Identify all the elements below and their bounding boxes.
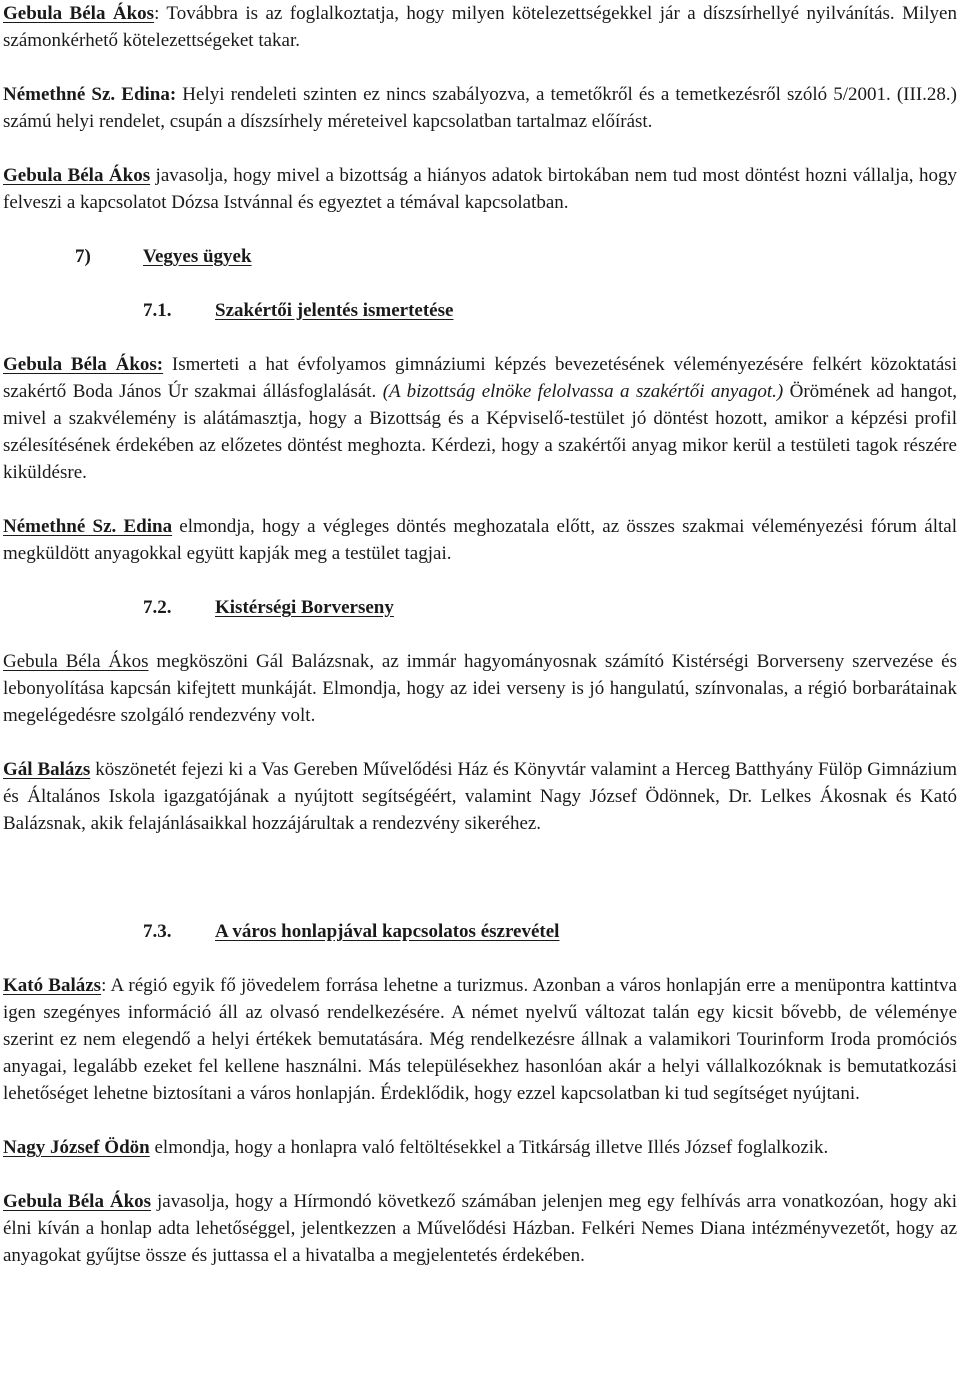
paragraph-text: elmondja, hogy a végleges döntés meghozatala előtt, az összes szakmai véleményezési fórum által megküldött anyagokkal együtt kapják meg a testület tagjai. bbox=[3, 516, 957, 564]
paragraph-text: megköszöni Gál Balázsnak, az immár hagyományosnak számító Kistérségi Borverseny szervezése és lebonyolítása kapcsán kifejtett munkáját. Elmondja, hogy az idei verseny is jó hangulatú, színvonalas, a régió borbarátainak megelégedésre szolgáló rendezvény volt. bbox=[3, 651, 957, 726]
paragraph-text: javasolja, hogy a Hírmondó következő számában jelenjen meg egy felhívás arra vonatkozóan, hogy aki élni kíván a honlap adta lehetőséggel, jelentkezzen a Művelődési Házban. Felkéri Nemes Diana intézményvezetőt, hogy az anyagokat gyűjtse össze és juttassa el a hivatalba a megjelentetés érdekében. bbox=[3, 1191, 957, 1266]
speaker-name: Kató Balázs bbox=[3, 975, 102, 996]
paragraph-text: elmondja, hogy a honlapra való feltöltésekkel a Titkárság illetve Illés József foglalkozik. bbox=[149, 1137, 829, 1158]
paragraph-text: A régió egyik fő jövedelem forrása lehetne a turizmus. Azonban a város honlapján erre a menüpontra kattintva igen szegényes információ áll az olvasó rendelkezésére. A német nyelvű változat talán egy kicsit bővebb, de véleménye szerint ez nem elegendő a helyi értékek bemutatására. Még rendelkezésre állnak a valamikori Tourinform Iroda promóciós anyagai, legalább ezeket fel kellene használni. Más településekhez hasonlóan akár a helyi vállalkozóknak is bemutatkozási lehetőséget lehetne biztosítani a város honlapján. Érdeklődik, hogy ezzel kapcsolatban ki tud segítséget nyújtani. bbox=[3, 975, 957, 1104]
italic-note: (A bizottság elnöke felolvassa a szakértői anyagot.) bbox=[382, 381, 784, 402]
paragraph-text: Továbbra is az foglalkoztatja, hogy milyen kötelezettségekkel jár a díszsírhellyé nyilvánítás. Milyen számonkérhető kötelezettségeket takar. bbox=[3, 3, 957, 51]
paragraph-10 bbox=[3, 1188, 957, 1269]
paragraph-text: Örömének ad hangot, mivel a szakvélemény is alátámasztja, hogy a Bizottság és a Képviselő-testület jó döntést hozott, amikor a képzési profil szélesítésének érdekében az előzetes döntést meghozta. Kérdezi, hogy a szakértői anyag mikor kerül a testületi tagok részére kiküldésre. bbox=[3, 381, 957, 483]
speaker-name: Gál Balázs bbox=[3, 759, 91, 780]
colon: : bbox=[154, 3, 160, 24]
speaker-name: Nagy József Ödön bbox=[3, 1137, 150, 1158]
section-heading-7 bbox=[3, 243, 957, 270]
speaker-name: Gebula Béla Ákos bbox=[3, 1191, 152, 1212]
colon: : bbox=[101, 975, 107, 996]
speaker-name: Gebula Béla Ákos: bbox=[3, 354, 164, 375]
subsection-title: Kistérségi Borverseny bbox=[215, 597, 394, 618]
subsection-number: 7.3. bbox=[143, 921, 172, 942]
paragraph-text: Ismerteti a hat évfolyamos gimnáziumi képzés bevezetésének véleményezésére felkért közoktatási szakértő Boda János Úr szakmai állásfoglalását. bbox=[3, 354, 957, 402]
speaker-name: Gebula Béla Ákos bbox=[3, 651, 149, 672]
paragraph-4 bbox=[3, 351, 957, 486]
paragraph-6 bbox=[3, 648, 957, 729]
speaker-name: Gebula Béla Ákos bbox=[3, 3, 155, 24]
document-page bbox=[3, 0, 957, 1269]
subsection-heading-7-3 bbox=[3, 918, 957, 945]
subsection-number: 7.2. bbox=[143, 597, 172, 618]
paragraph-8 bbox=[3, 972, 957, 1107]
subsection-title: Szakértői jelentés ismertetése bbox=[215, 300, 454, 321]
paragraph-2 bbox=[3, 81, 957, 135]
speaker-name: Némethné Sz. Edina: bbox=[3, 84, 177, 105]
paragraph-text: Helyi rendeleti szinten ez nincs szabályozva, a temetőkről és a temetkezésről szóló 5/2001. (III.28.) számú helyi rendelet, csupán a díszsírhely méreteivel kapcsolatban tartalmaz előírást. bbox=[3, 84, 957, 132]
section-number: 7) bbox=[75, 246, 91, 267]
speaker-name: Gebula Béla Ákos bbox=[3, 165, 151, 186]
speaker-name: Némethné Sz. Edina bbox=[3, 516, 173, 537]
paragraph-7 bbox=[3, 756, 957, 837]
subsection-number: 7.1. bbox=[143, 300, 172, 321]
subsection-title: A város honlapjával kapcsolatos észrevétel bbox=[215, 921, 560, 942]
paragraph-text: köszönetét fejezi ki a Vas Gereben Művelődési Ház és Könyvtár valamint a Herceg Batthyány Fülöp Gimnázium és Általános Iskola igazgatójának a nyújtott segítségéért, valamint Nagy József Ödönnek, Dr. Lelkes Ákosnak és Kató Balázsnak, akik felajánlásaikkal hozzájárultak a rendezvény sikeréhez. bbox=[3, 759, 957, 834]
paragraph-9 bbox=[3, 1134, 957, 1161]
paragraph-text: javasolja, hogy mivel a bizottság a hiányos adatok birtokában nem tud most döntést hozni vállalja, hogy felveszi a kapcsolatot Dózsa Istvánnal és egyeztet a témával kapcsolatban. bbox=[3, 165, 957, 213]
section-title: Vegyes ügyek bbox=[143, 246, 252, 267]
subsection-heading-7-1 bbox=[3, 297, 957, 324]
subsection-heading-7-2 bbox=[3, 594, 957, 621]
paragraph-3 bbox=[3, 162, 957, 216]
paragraph-1 bbox=[3, 0, 957, 54]
paragraph-5 bbox=[3, 513, 957, 567]
